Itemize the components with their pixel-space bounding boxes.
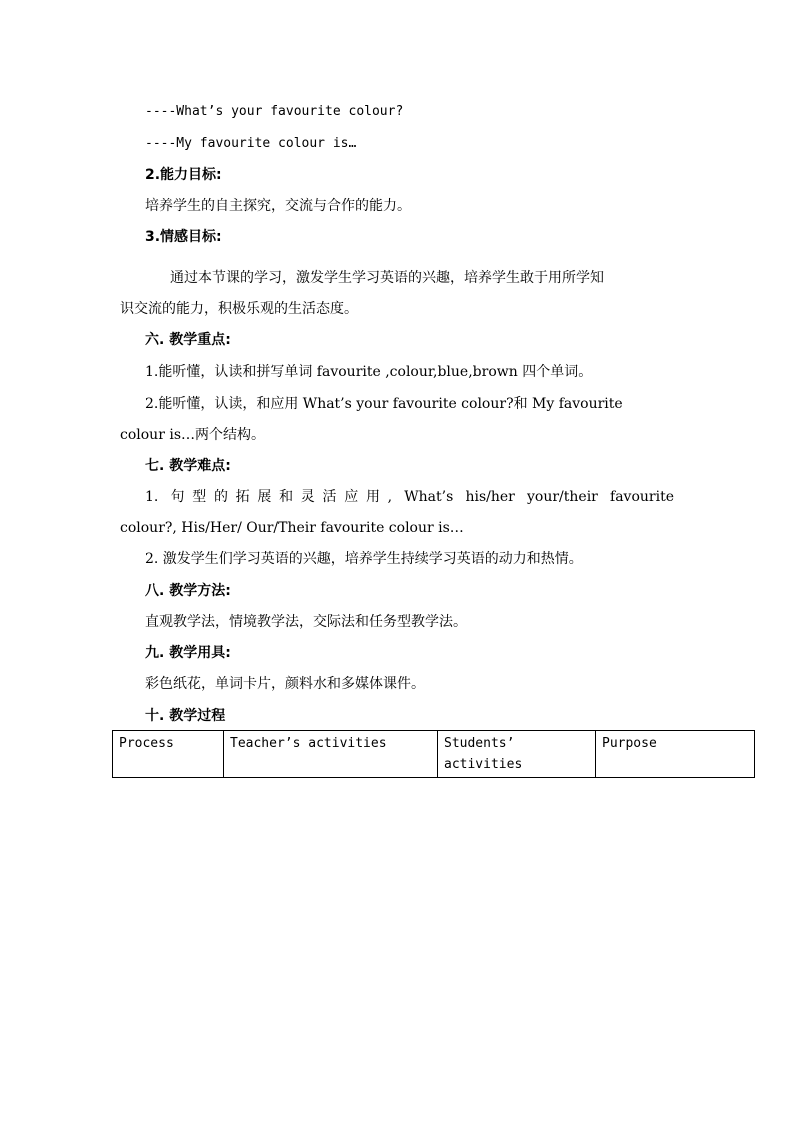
difficulty-2: 2. 激发学生们学习英语的兴趣，培养学生持续学习英语的动力和热情。	[145, 551, 583, 567]
teaching-process-table	[112, 730, 755, 778]
ability-goal-heading: 2.能力目标:	[145, 167, 222, 183]
key-points-heading: 六. 教学重点:	[145, 332, 231, 348]
key-point-2-line1: 2.能听懂，认读，和应用 What’s your favourite colour?和 My favourite	[145, 396, 623, 412]
difficulty-1-line2: colour?, His/Her/ Our/Their favourite colour is…	[120, 520, 464, 536]
header-purpose: Purpose	[596, 731, 755, 778]
key-point-2-line2: colour is…两个结构。	[120, 427, 265, 443]
method-text: 直观教学法，情境教学法，交际法和任务型教学法。	[145, 614, 467, 630]
tools-text: 彩色纸花，单词卡片，颜料水和多媒体课件。	[145, 676, 425, 692]
emotion-goal-text-line2: 识交流的能力，积极乐观的生活态度。	[120, 301, 358, 317]
emotion-goal-heading: 3.情感目标:	[145, 229, 222, 245]
dialog-question: ----What’s your favourite colour?	[145, 104, 404, 119]
dialog-answer: ----My favourite colour is…	[145, 136, 357, 151]
ability-goal-text: 培养学生的自主探究，交流与合作的能力。	[145, 198, 411, 214]
header-process: Process	[113, 731, 224, 778]
tools-heading: 九. 教学用具:	[145, 645, 231, 661]
process-heading: 十. 教学过程	[145, 708, 226, 724]
header-teacher-activities: Teacher’s activities	[224, 731, 438, 778]
key-point-1: 1.能听懂，认读和拼写单词 favourite ,colour,blue,brown 四个单词。	[145, 364, 593, 380]
difficulty-1-line1: 1. 句型的拓展和灵活应用, What’s his/her your/their favourite	[145, 489, 674, 505]
emotion-goal-text-line1: 通过本节课的学习，激发学生学习英语的兴趣，培养学生敢于用所学知	[170, 270, 604, 286]
method-heading: 八. 教学方法:	[145, 583, 231, 599]
header-students-activities: Students’ activities	[438, 731, 596, 778]
difficulties-heading: 七. 教学难点:	[145, 458, 231, 474]
table-header-row	[113, 731, 755, 778]
